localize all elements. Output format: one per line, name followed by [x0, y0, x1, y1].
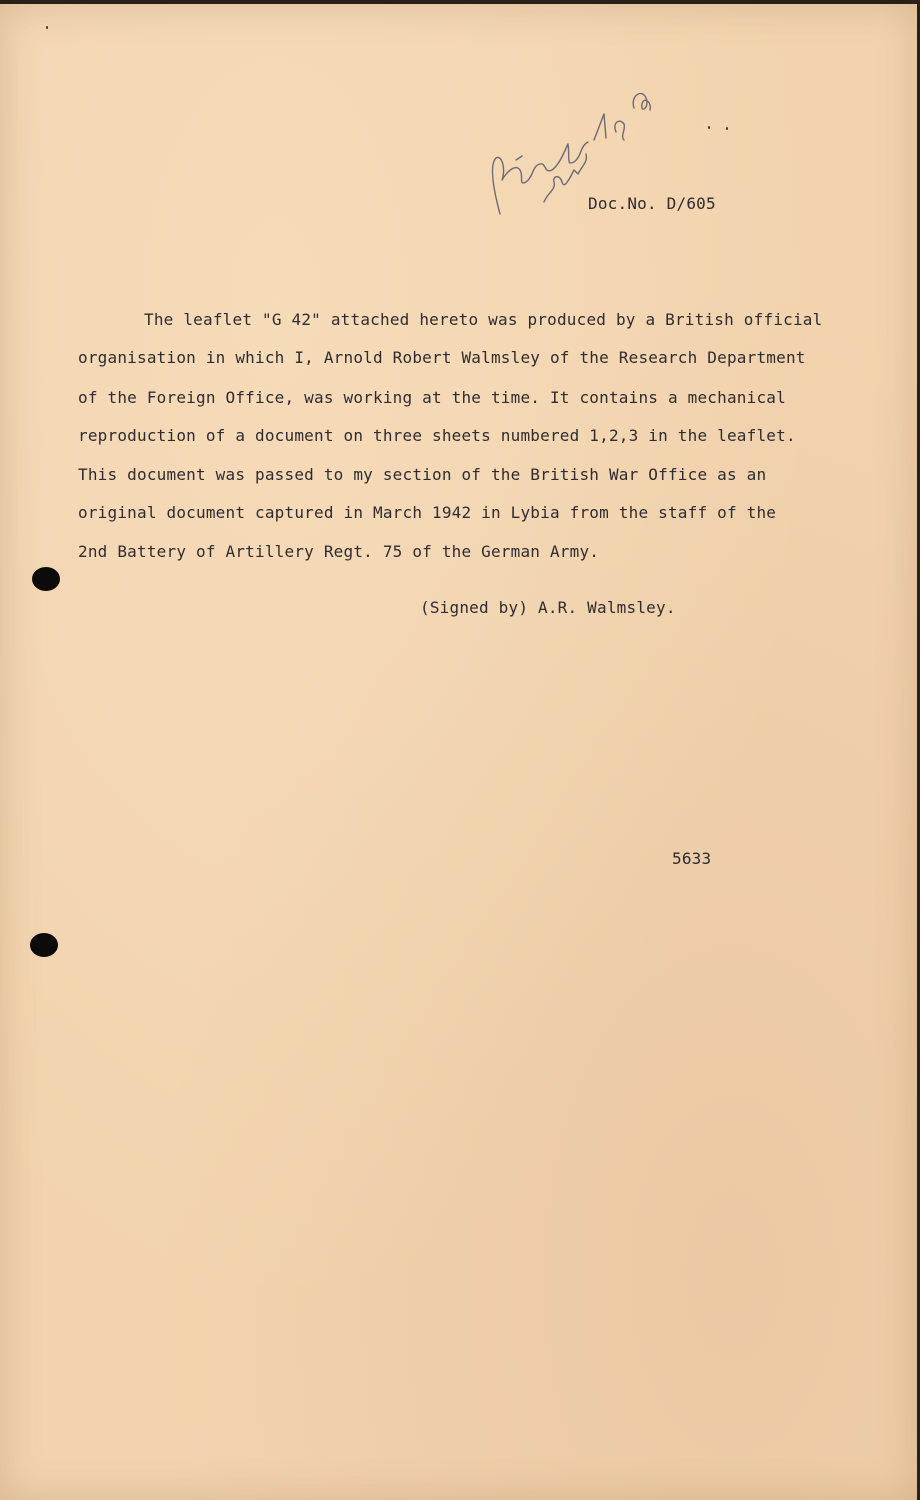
body-line: 2nd Battery of Artillery Regt. 75 of the German Army. — [78, 542, 600, 561]
doc-number: Doc.No. D/605 — [588, 194, 716, 213]
punch-hole — [32, 567, 60, 591]
body-line: The leaflet "G 42" attached hereto was produced by a British official — [144, 310, 823, 329]
body-line: This document was passed to my section of the British War Office as an — [78, 465, 767, 484]
body-line: reproduction of a document on three sheets numbered 1,2,3 in the leaflet. — [78, 426, 796, 445]
signature-line: (Signed by) A.R. Walmsley. — [420, 598, 676, 617]
body-line: original document captured in March 1942 in Lybia from the staff of the — [78, 503, 777, 522]
speck-mark — [726, 127, 728, 130]
page-number: 5633 — [672, 849, 712, 868]
body-line: of the Foreign Office, was working at the time. It contains a mechanical — [78, 388, 786, 407]
punch-hole — [30, 933, 58, 957]
speck-mark — [46, 26, 48, 29]
body-line: organisation in which I, Arnold Robert Walmsley of the Research Department — [78, 348, 806, 367]
speck-mark — [708, 126, 710, 129]
